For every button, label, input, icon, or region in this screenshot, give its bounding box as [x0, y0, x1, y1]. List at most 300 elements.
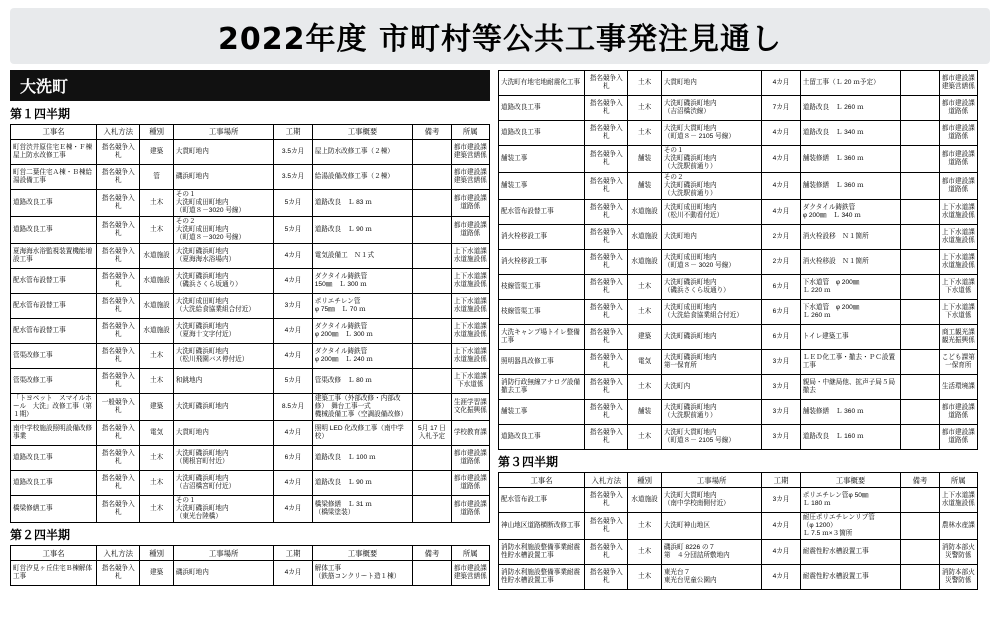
- table-row: [11, 190, 490, 217]
- col-header-dept: 所属: [939, 473, 977, 488]
- cell-work-dept: 生活環境課: [939, 375, 977, 400]
- cell-work-place: 磯浜町地内: [173, 165, 274, 190]
- cell-work-place: その１ 大洗町磯浜町地内 （東光台陸橋）: [173, 496, 274, 523]
- cell-work-type: 土木: [628, 71, 662, 96]
- cell-work-dept: 上下水道課水道施設係: [939, 250, 977, 275]
- cell-work-type: 建築: [140, 561, 174, 586]
- cell-work-type: 土木: [628, 540, 662, 565]
- cell-bid-method: 指名競争入札: [585, 350, 628, 375]
- col-header-term: 工期: [762, 473, 800, 488]
- cell-work-place: 和銚地内: [173, 369, 274, 394]
- cell-work-outline: 道路改良 Ｌ 90 ｍ: [312, 217, 413, 244]
- cell-work-note: [901, 350, 939, 375]
- cell-work-type: 管: [140, 165, 174, 190]
- cell-work-term: 4カ月: [762, 146, 800, 173]
- cell-work-type: 土木: [628, 425, 662, 450]
- cell-work-outline: 耐震性貯水槽設置工事: [800, 540, 901, 565]
- section-label-q3: 第３四半期: [498, 455, 559, 470]
- table-row: [499, 513, 978, 540]
- cell-work-term: 5カ月: [274, 217, 312, 244]
- cell-work-term: 4カ月: [762, 565, 800, 590]
- col-header-place: 工事場所: [173, 125, 274, 140]
- cell-work-place: 大洗町磯浜町地内 （磯浜さくら坂通り）: [173, 269, 274, 294]
- table-row: [11, 244, 490, 269]
- q2-table: [10, 545, 490, 586]
- cell-work-dept: 上下水道課水道施設係: [451, 269, 489, 294]
- cell-work-term: 2カ月: [762, 250, 800, 275]
- cell-work-note: [901, 275, 939, 300]
- right-column: [498, 70, 978, 590]
- cell-work-term: 3カ月: [762, 400, 800, 425]
- cell-work-dept: こども課第一保育所: [939, 350, 977, 375]
- table-row: [499, 71, 978, 96]
- cell-work-note: [413, 496, 451, 523]
- cell-work-place: その２ 大洗町成田町地内 （町道８－3020 号線）: [173, 217, 274, 244]
- cell-work-type: 建築: [140, 394, 174, 421]
- cell-bid-method: 指名競争入札: [585, 121, 628, 146]
- q2-continued-table: [498, 70, 978, 450]
- cell-work-place: 大洗町地内: [661, 225, 762, 250]
- city-header: 大洗町: [10, 70, 490, 101]
- cell-work-name: 舗装工事: [499, 146, 585, 173]
- cell-work-type: 電気: [628, 350, 662, 375]
- cell-work-type: 舗装: [628, 400, 662, 425]
- cell-work-dept: 上下水道課水道施設係: [939, 225, 977, 250]
- cell-bid-method: 指名競争入札: [97, 269, 140, 294]
- cell-work-type: 水道施設: [628, 200, 662, 225]
- cell-work-outline: ダクタイル鋳鉄管 φ 200㎜ Ｌ 240 ｍ: [312, 344, 413, 369]
- table-row: [11, 394, 490, 421]
- cell-work-name: 配水管布設替工事: [11, 269, 97, 294]
- cell-work-place: 磯浜町 8226 の７ 第 ４分団詰所敷地内: [661, 540, 762, 565]
- cell-bid-method: 指名競争入札: [585, 425, 628, 450]
- cell-work-name: 町営渋井原住宅Ｅ棟・Ｆ棟屋上防水改修工事: [11, 140, 97, 165]
- cell-work-term: 6カ月: [762, 325, 800, 350]
- cell-work-type: 土木: [628, 375, 662, 400]
- cell-work-name: 配水管布設工事: [499, 488, 585, 513]
- cell-work-place: 大洗町磯浜町地内 （夏海海水浴場内）: [173, 244, 274, 269]
- col-header-outline: 工事概要: [800, 473, 901, 488]
- table-row: [11, 446, 490, 471]
- cell-work-type: 土木: [140, 496, 174, 523]
- cell-work-name: 町営二葉住宅Ａ棟・Ｂ棟給湯設備工事: [11, 165, 97, 190]
- col-header-name: 工事名: [11, 546, 97, 561]
- cell-work-name: 消火栓移設工事: [499, 250, 585, 275]
- cell-bid-method: 指名競争入札: [585, 565, 628, 590]
- cell-work-note: [413, 369, 451, 394]
- col-header-note: 備考: [901, 473, 939, 488]
- cell-work-outline: 道路改良 Ｌ 260 ｍ: [800, 96, 901, 121]
- cell-work-name: 町営汐見ヶ丘住宅Ｂ棟解体工事: [11, 561, 97, 586]
- table-row: [11, 344, 490, 369]
- cell-bid-method: 指名競争入札: [585, 488, 628, 513]
- table-row: [499, 250, 978, 275]
- cell-bid-method: 指名競争入札: [585, 173, 628, 200]
- col-header-dept: 所属: [451, 125, 489, 140]
- cell-bid-method: 指名競争入札: [97, 344, 140, 369]
- cell-work-term: 4カ月: [274, 471, 312, 496]
- table-row: [499, 146, 978, 173]
- table-row: [499, 121, 978, 146]
- col-header-outline: 工事概要: [312, 125, 413, 140]
- table-row: [499, 300, 978, 325]
- cell-work-outline: トイレ建築工事: [800, 325, 901, 350]
- cell-work-term: 4カ月: [762, 173, 800, 200]
- table-row: [499, 96, 978, 121]
- cell-work-type: 水道施設: [628, 250, 662, 275]
- cell-work-term: 7カ月: [762, 96, 800, 121]
- cell-work-place: 大洗町磯浜町地内 第一保育所: [661, 350, 762, 375]
- cell-work-note: [901, 300, 939, 325]
- cell-work-name: 道路改良工事: [499, 121, 585, 146]
- cell-work-note: 5月 17 日入札予定: [413, 421, 451, 446]
- table-row: [11, 217, 490, 244]
- cell-work-outline: 下水道管 φ 200㎜ Ｌ 260 ｍ: [800, 300, 901, 325]
- cell-work-dept: 都市建設課道路係: [451, 471, 489, 496]
- cell-work-note: [901, 425, 939, 450]
- cell-work-term: 3カ月: [274, 294, 312, 319]
- cell-work-outline: ＬＥＤ化工事・撤去・ＰＣ設置工事: [800, 350, 901, 375]
- cell-work-term: 6カ月: [762, 275, 800, 300]
- cell-work-dept: 学校教育課: [451, 421, 489, 446]
- cell-work-place: 大洗町磯浜町地内: [173, 394, 274, 421]
- cell-work-note: [413, 446, 451, 471]
- cell-work-type: 土木: [140, 446, 174, 471]
- col-header-term: 工期: [274, 546, 312, 561]
- col-header-note: 備考: [413, 546, 451, 561]
- cell-work-term: 3カ月: [762, 488, 800, 513]
- cell-work-place: 大貫町地内: [661, 71, 762, 96]
- cell-work-outline: 道路改良 Ｌ 100 ｍ: [312, 446, 413, 471]
- cell-work-note: [901, 400, 939, 425]
- cell-bid-method: 指名競争入札: [97, 165, 140, 190]
- cell-work-note: [901, 121, 939, 146]
- cell-work-outline: ダクタイル鋳鉄管 φ 200㎜ Ｌ 340 ｍ: [800, 200, 901, 225]
- cell-work-note: [413, 165, 451, 190]
- cell-work-note: [901, 200, 939, 225]
- cell-work-dept: 上下水道課水道施設係: [451, 319, 489, 344]
- cell-work-outline: ポリエチレン管 φ 75㎜ Ｌ 70 ｍ: [312, 294, 413, 319]
- cell-work-note: [413, 344, 451, 369]
- cell-work-note: [901, 375, 939, 400]
- cell-work-outline: 舗装修繕 Ｌ 360 ｍ: [800, 146, 901, 173]
- table-row: [499, 488, 978, 513]
- cell-work-place: 大洗町大貫町地内 （町道８－ 2105 号線）: [661, 425, 762, 450]
- cell-work-term: 5カ月: [274, 190, 312, 217]
- cell-work-place: 大貫町地内: [173, 140, 274, 165]
- cell-work-term: 3.5カ月: [274, 165, 312, 190]
- cell-work-note: [413, 217, 451, 244]
- cell-work-outline: 橋梁修繕 Ｌ 31 ｍ （橋梁塗装）: [312, 496, 413, 523]
- cell-work-dept: 生涯学習課文化振興係: [451, 394, 489, 421]
- cell-work-name: 道路改良工事: [11, 217, 97, 244]
- cell-work-outline: 土留工事（Ｌ 20 ｍ予定）: [800, 71, 901, 96]
- table-row: [499, 425, 978, 450]
- cell-work-note: [413, 190, 451, 217]
- cell-work-note: [413, 244, 451, 269]
- cell-work-note: [901, 173, 939, 200]
- cell-work-outline: 解体工事 （鉄筋コンクリート造１棟）: [312, 561, 413, 586]
- cell-bid-method: 指名競争入札: [585, 200, 628, 225]
- cell-work-term: 4カ月: [274, 269, 312, 294]
- cell-work-place: その１ 大洗町磯浜町地内 （大洗駅前通り）: [661, 146, 762, 173]
- cell-work-name: 配水管布設替工事: [11, 319, 97, 344]
- col-header-method: 入札方法: [585, 473, 628, 488]
- cell-work-note: [413, 319, 451, 344]
- cell-work-type: 土木: [140, 471, 174, 496]
- q1-table: [10, 124, 490, 523]
- col-header-dept: 所属: [451, 546, 489, 561]
- cell-work-dept: 上下水道課下水道係: [939, 275, 977, 300]
- cell-work-term: 4カ月: [274, 421, 312, 446]
- table-row: [11, 561, 490, 586]
- cell-work-dept: 上下水道課下水道係: [939, 300, 977, 325]
- cell-work-name: 配水管布設替工事: [499, 200, 585, 225]
- cell-work-dept: 消防本部火災警防係: [939, 565, 977, 590]
- cell-bid-method: 指名競争入札: [585, 71, 628, 96]
- cell-bid-method: 指名競争入札: [585, 96, 628, 121]
- cell-work-term: 3カ月: [762, 375, 800, 400]
- cell-work-outline: 親局・中継局他、拡声子局５局撤去: [800, 375, 901, 400]
- col-header-name: 工事名: [499, 473, 585, 488]
- page-title: 2022年度 市町村等公共工事発注見通し: [218, 22, 782, 57]
- cell-work-type: 土木: [140, 190, 174, 217]
- col-header-note: 備考: [413, 125, 451, 140]
- cell-work-name: 配水管布設替工事: [11, 294, 97, 319]
- table-row: [499, 350, 978, 375]
- cell-work-outline: 道路改良 Ｌ 160 ｍ: [800, 425, 901, 450]
- cell-work-dept: 上下水道課水道施設係: [451, 294, 489, 319]
- table-row: [499, 173, 978, 200]
- cell-work-dept: 都市建設課建築営繕係: [451, 561, 489, 586]
- cell-work-place: 大洗町磯浜町地内 （松川飛園バス停付近）: [173, 344, 274, 369]
- cell-work-term: 4カ月: [274, 344, 312, 369]
- table-header-row: [499, 473, 978, 488]
- col-header-place: 工事場所: [173, 546, 274, 561]
- section-label-q1: 第１四半期: [10, 107, 71, 121]
- cell-bid-method: 指名競争入札: [97, 294, 140, 319]
- cell-work-dept: 上下水道課下水道係: [451, 369, 489, 394]
- cell-work-outline: 耐震性貯水槽設置工事: [800, 565, 901, 590]
- cell-work-dept: 都市建設課建築営繕係: [939, 71, 977, 96]
- cell-work-place: 大洗町磯浜町地内 （吉沼橋宮町付近）: [173, 471, 274, 496]
- cell-work-term: 3カ月: [762, 425, 800, 450]
- cell-work-name: 道路改良工事: [499, 96, 585, 121]
- table-header-row: [11, 125, 490, 140]
- cell-work-name: 管渠改修工事: [11, 369, 97, 394]
- table-row: [11, 496, 490, 523]
- table-row: [499, 275, 978, 300]
- cell-work-place: 大洗町磯浜町地内 （磯浜さくら坂通り）: [661, 275, 762, 300]
- cell-work-outline: 建築工事（外部改修・内部改修） 舞台工事一式 機械設備工事（空調設備改修）: [312, 394, 413, 421]
- cell-work-term: 4カ月: [762, 71, 800, 96]
- cell-work-dept: 都市建設課道路係: [939, 146, 977, 173]
- cell-work-dept: 都市建設課道路係: [939, 173, 977, 200]
- cell-work-outline: 耐圧ポリエチレンリブ管 （φ 1200） Ｌ 7.5 ｍ×３箇所: [800, 513, 901, 540]
- cell-work-place: 東光台７ 東光台児童公園内: [661, 565, 762, 590]
- cell-work-outline: 給湯設備改修工事（２棟）: [312, 165, 413, 190]
- cell-work-term: 4カ月: [762, 200, 800, 225]
- cell-work-outline: ダクタイル鋳鉄管 150㎜ Ｌ 300 ｍ: [312, 269, 413, 294]
- table-row: [499, 325, 978, 350]
- cell-work-place: 大貫町地内: [173, 421, 274, 446]
- col-header-type: 種別: [140, 546, 174, 561]
- cell-work-term: 4カ月: [274, 561, 312, 586]
- section-label-q2: 第２四半期: [10, 528, 71, 543]
- table-row: [11, 421, 490, 446]
- col-header-type: 種別: [140, 125, 174, 140]
- cell-work-note: [413, 561, 451, 586]
- cell-bid-method: 指名競争入札: [585, 513, 628, 540]
- cell-work-place: 大洗町磯浜町地内 （夏海十文字付近）: [173, 319, 274, 344]
- col-header-method: 入札方法: [97, 125, 140, 140]
- cell-bid-method: 指名競争入札: [97, 217, 140, 244]
- cell-bid-method: 指名競争入札: [97, 244, 140, 269]
- cell-work-name: 神山地区道路横断改修工事: [499, 513, 585, 540]
- cell-bid-method: 指名競争入札: [585, 400, 628, 425]
- cell-bid-method: 指名競争入札: [585, 375, 628, 400]
- table-row: [11, 269, 490, 294]
- cell-work-dept: 都市建設課道路係: [939, 96, 977, 121]
- cell-bid-method: 指名競争入札: [97, 561, 140, 586]
- cell-bid-method: 指名競争入札: [585, 146, 628, 173]
- cell-work-type: 土木: [628, 96, 662, 121]
- cell-work-term: 2カ月: [762, 225, 800, 250]
- cell-bid-method: 指名競争入札: [585, 300, 628, 325]
- table-row: [11, 140, 490, 165]
- cell-work-term: 3カ月: [762, 350, 800, 375]
- cell-work-term: 6カ月: [762, 300, 800, 325]
- cell-work-outline: 道路改良 Ｌ 90 ｍ: [312, 471, 413, 496]
- table-row: [11, 471, 490, 496]
- cell-work-type: 土木: [140, 217, 174, 244]
- cell-bid-method: 指名競争入札: [97, 140, 140, 165]
- cell-work-dept: 上下水道課水道施設係: [451, 344, 489, 369]
- cell-work-place: 大洗町成田町地内 （大洗給食協業組合付近）: [661, 300, 762, 325]
- cell-bid-method: 指名競争入札: [97, 190, 140, 217]
- cell-work-note: [901, 565, 939, 590]
- cell-work-place: 大洗町成田町地内 （町道８－ 3020 号線）: [661, 250, 762, 275]
- cell-bid-method: 指名競争入札: [585, 325, 628, 350]
- col-header-type: 種別: [628, 473, 662, 488]
- cell-work-dept: 都市建設課道路係: [451, 190, 489, 217]
- cell-work-note: [901, 325, 939, 350]
- cell-work-place: 大洗町大貫町地内 （町道８－ 2105 号線）: [661, 121, 762, 146]
- cell-work-type: 土木: [140, 344, 174, 369]
- table-header-row: [11, 546, 490, 561]
- cell-work-outline: 管渠改修 Ｌ 80 ｍ: [312, 369, 413, 394]
- cell-work-note: [413, 269, 451, 294]
- cell-bid-method: 指名競争入札: [585, 275, 628, 300]
- cell-work-name: 大洗キャンプ場トイレ整備工事: [499, 325, 585, 350]
- cell-work-note: [901, 540, 939, 565]
- cell-work-place: 大洗町内: [661, 375, 762, 400]
- cell-work-note: [413, 471, 451, 496]
- cell-work-name: 道路改良工事: [11, 190, 97, 217]
- cell-work-place: その２ 大洗町磯浜町地内 （大洗駅前通り）: [661, 173, 762, 200]
- cell-work-type: 水道施設: [140, 269, 174, 294]
- table-row: [499, 375, 978, 400]
- cell-work-outline: ポリエチレン管φ 50㎜ Ｌ 180 ｍ: [800, 488, 901, 513]
- table-row: [499, 540, 978, 565]
- table-row: [499, 400, 978, 425]
- cell-work-note: [901, 71, 939, 96]
- col-header-method: 入札方法: [97, 546, 140, 561]
- cell-work-term: 4カ月: [274, 496, 312, 523]
- cell-work-name: 夏海海水浴監視装置機能増設工事: [11, 244, 97, 269]
- cell-work-dept: 農林水産課: [939, 513, 977, 540]
- cell-work-note: [901, 488, 939, 513]
- cell-work-term: 8.5カ月: [274, 394, 312, 421]
- cell-bid-method: 指名競争入札: [97, 319, 140, 344]
- two-column-layout: [0, 70, 1000, 590]
- cell-work-note: [413, 140, 451, 165]
- cell-work-outline: 照明 LED 化改修工事（南中学校）: [312, 421, 413, 446]
- cell-work-outline: 舗装修繕 Ｌ 360 ｍ: [800, 173, 901, 200]
- cell-bid-method: 指名競争入札: [97, 471, 140, 496]
- cell-work-dept: 都市建設課道路係: [939, 425, 977, 450]
- cell-work-dept: 上下水道課水道施設係: [451, 244, 489, 269]
- cell-work-dept: 都市建設課道路係: [939, 400, 977, 425]
- cell-work-term: 5カ月: [274, 369, 312, 394]
- cell-work-dept: 上下水道課水道施設係: [939, 200, 977, 225]
- cell-work-dept: 都市建設課道路係: [451, 496, 489, 523]
- cell-work-name: 消防行政無線アナログ設備撤去工事: [499, 375, 585, 400]
- cell-work-name: 大洗町有地宅地耐震化工事: [499, 71, 585, 96]
- cell-bid-method: 指名競争入札: [585, 225, 628, 250]
- cell-work-type: 水道施設: [140, 294, 174, 319]
- cell-work-place: 大洗町神山地区: [661, 513, 762, 540]
- cell-work-place: 大洗町成田町地内 （松川不動看付近）: [661, 200, 762, 225]
- cell-work-type: 土木: [628, 300, 662, 325]
- cell-work-name: 南中学校施設照明設備改修事業: [11, 421, 97, 446]
- cell-work-note: [901, 250, 939, 275]
- cell-work-dept: 商工観光課観光振興係: [939, 325, 977, 350]
- cell-work-type: 土木: [628, 565, 662, 590]
- cell-work-outline: 道路改良 Ｌ 340 ｍ: [800, 121, 901, 146]
- cell-work-name: 舗装工事: [499, 400, 585, 425]
- cell-work-name: 照明器具改修工事: [499, 350, 585, 375]
- cell-work-term: 6カ月: [274, 446, 312, 471]
- cell-bid-method: 指名競争入札: [97, 446, 140, 471]
- cell-work-type: 土木: [628, 275, 662, 300]
- cell-work-name: 枝線管渠工事: [499, 300, 585, 325]
- cell-bid-method: 指名競争入札: [97, 421, 140, 446]
- table-row: [11, 165, 490, 190]
- cell-work-place: 大洗町成田町地内 （大洗給食協業組合付近）: [173, 294, 274, 319]
- cell-work-term: 4カ月: [274, 244, 312, 269]
- cell-work-note: [901, 513, 939, 540]
- cell-work-type: 水道施設: [140, 319, 174, 344]
- cell-work-type: 土木: [628, 513, 662, 540]
- table-row: [499, 225, 978, 250]
- cell-work-place: 大洗町磯浜町地内 （大洗駅前通り）: [661, 400, 762, 425]
- cell-work-place: 大洗町大貫町地内 （南中学校南側付近）: [661, 488, 762, 513]
- cell-bid-method: 指名競争入札: [585, 250, 628, 275]
- cell-work-outline: ダクタイル鋳鉄管 φ 200㎜ Ｌ 300 ｍ: [312, 319, 413, 344]
- cell-work-note: [413, 294, 451, 319]
- cell-work-name: 舗装工事: [499, 173, 585, 200]
- cell-work-outline: 消火栓移設 Ｎ１箇所: [800, 250, 901, 275]
- cell-work-dept: 上下水道課水道施設係: [939, 488, 977, 513]
- cell-work-type: 舗装: [628, 146, 662, 173]
- cell-work-outline: 下水道管 φ 200㎜ Ｌ 220 ｍ: [800, 275, 901, 300]
- cell-work-name: 道路改良工事: [499, 425, 585, 450]
- document-page: [0, 8, 1000, 624]
- cell-work-type: 水道施設: [628, 488, 662, 513]
- cell-work-name: 枝線管渠工事: [499, 275, 585, 300]
- cell-work-place: 大洗町磯浜町地内 （吉沼橋渋線）: [661, 96, 762, 121]
